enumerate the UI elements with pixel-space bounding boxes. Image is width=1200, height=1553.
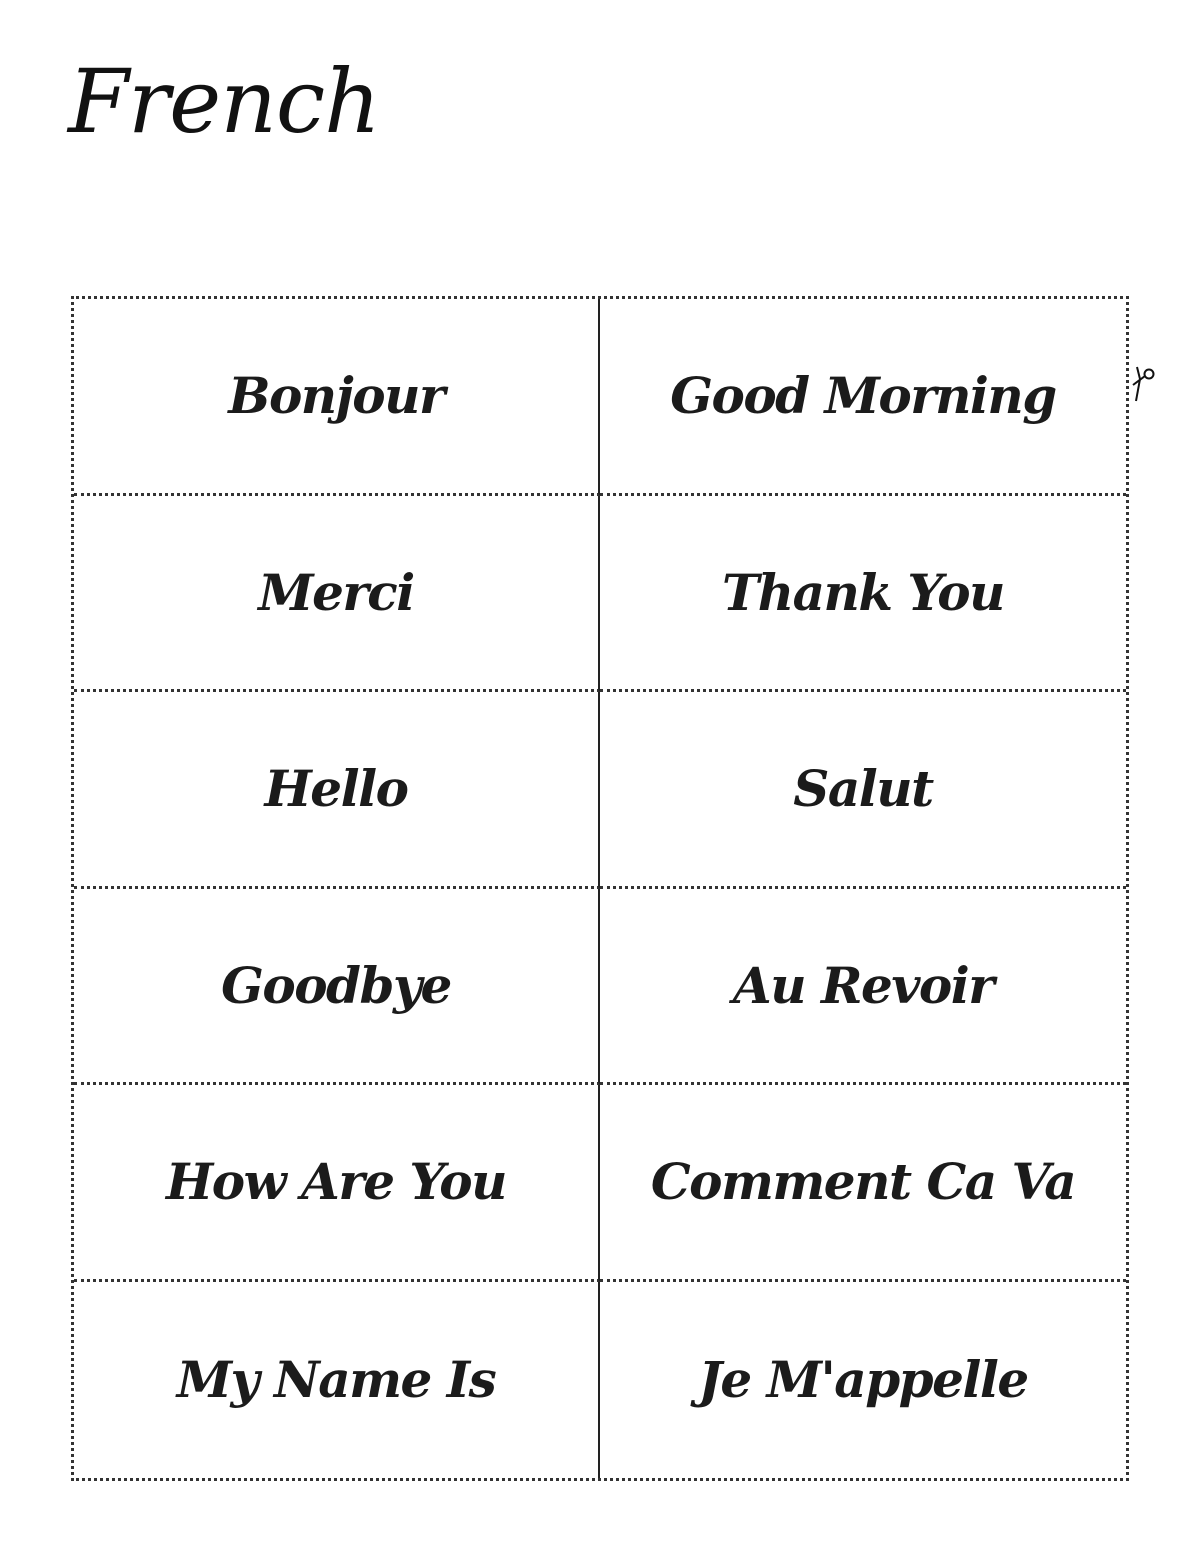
flashcard-text: Au Revoir: [732, 955, 994, 1015]
flashcard: [600, 692, 1126, 889]
flashcard-text: Hello: [264, 759, 408, 819]
flashcard: [74, 299, 600, 496]
flashcard-text: Comment Ca Va: [650, 1152, 1076, 1212]
flashcard: [600, 496, 1126, 693]
scissors-icon: [1128, 365, 1158, 403]
flashcard: [600, 299, 1126, 496]
flashcard: [74, 692, 600, 889]
flashcard: [74, 1085, 600, 1282]
flashcard: [600, 1085, 1126, 1282]
flashcard-text: Je M'appelle: [698, 1350, 1028, 1410]
flashcard-text: Thank You: [722, 562, 1004, 622]
flashcard-text: Salut: [793, 759, 933, 819]
page-title: French: [68, 50, 380, 153]
flashcard: [600, 1282, 1126, 1479]
flashcard: [74, 496, 600, 693]
flashcard-text: Goodbye: [221, 955, 451, 1015]
flashcard-text: Good Morning: [670, 366, 1056, 426]
flashcard-text: Merci: [258, 562, 414, 622]
flashcard-grid: [71, 296, 1129, 1481]
flashcard: [74, 889, 600, 1086]
flashcard-text: My Name Is: [176, 1350, 496, 1410]
flashcard-text: Bonjour: [228, 366, 444, 426]
flashcard: [600, 889, 1126, 1086]
flashcard-text: How Are You: [166, 1152, 506, 1212]
flashcard: [74, 1282, 600, 1479]
